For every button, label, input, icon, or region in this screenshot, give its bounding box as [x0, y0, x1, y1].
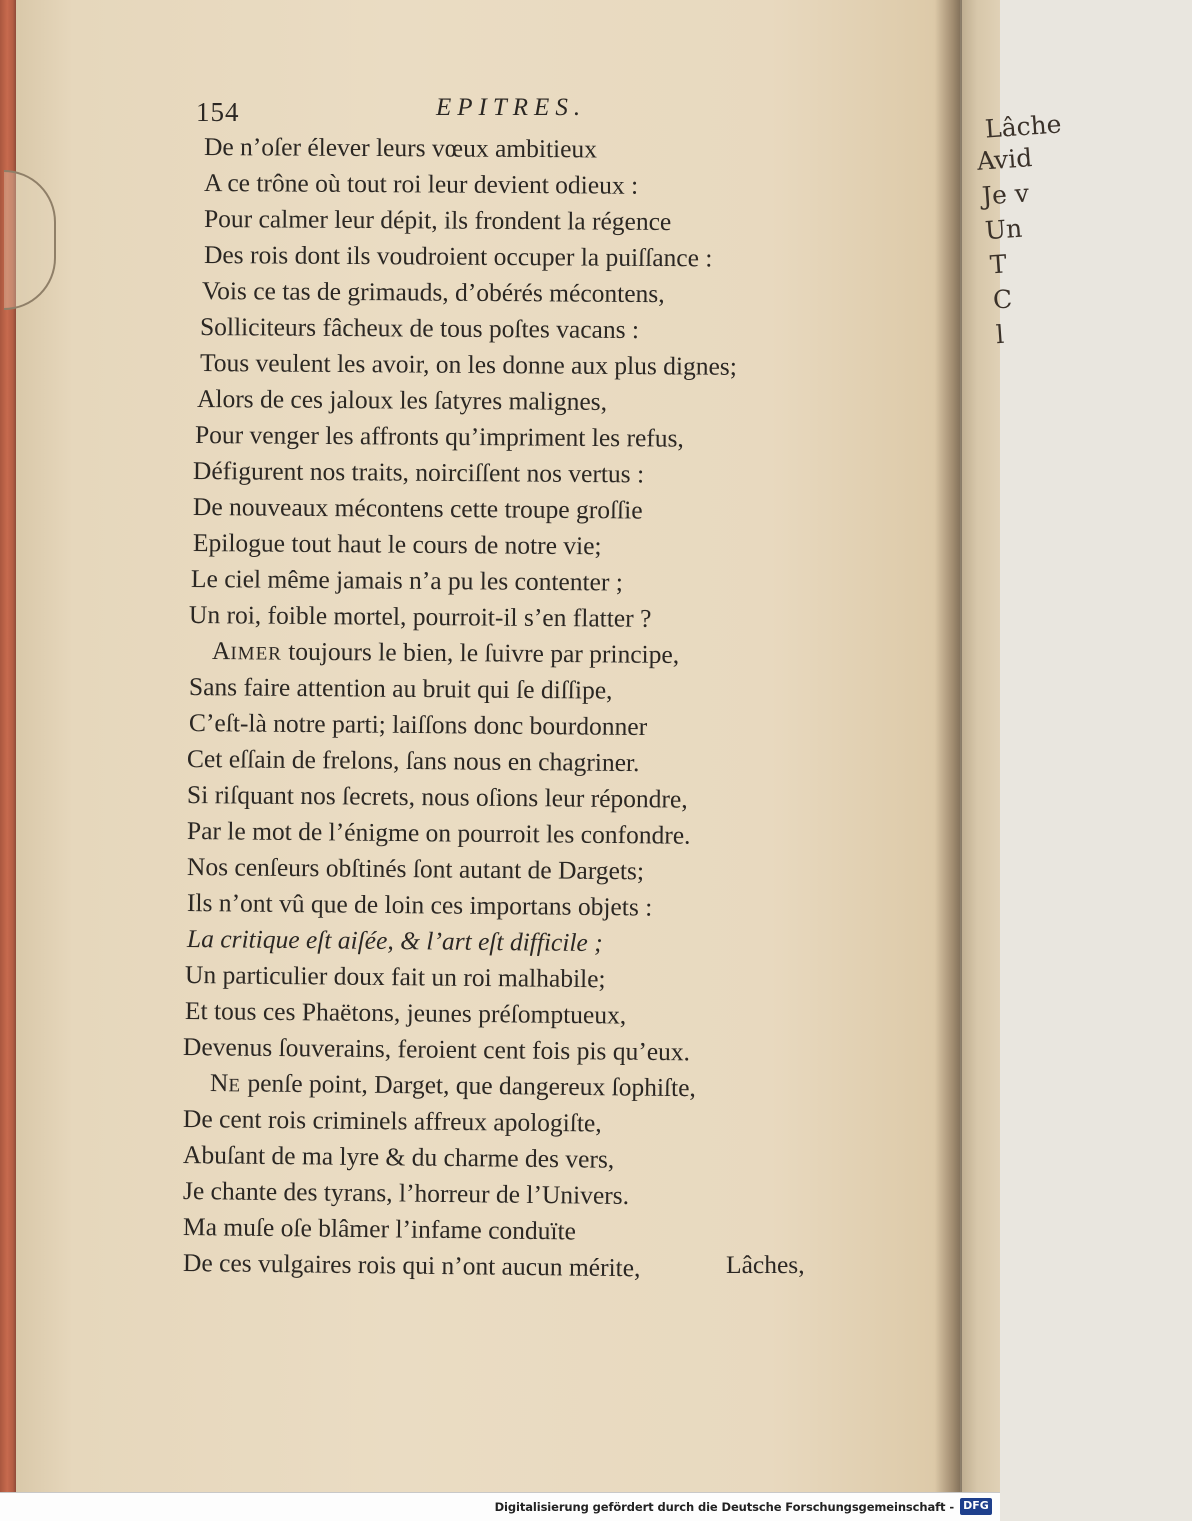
verse-line: Un particulier doux fait un roi malhabile; [184, 960, 606, 994]
verse-line: De n’oſer élever leurs vœux ambitieux [203, 132, 598, 164]
dfg-logo-text: DFG [963, 1499, 989, 1512]
verse-line: Un roi, foible mortel, pourroit-il s’en flatter ? [188, 600, 652, 633]
verse-line: Si riſquant nos ſecrets, nous oſions leur répondre, [186, 780, 688, 814]
verse-line: Pour calmer leur dépit, ils frondent la régence [203, 204, 672, 237]
dfg-logo-icon [960, 1498, 992, 1515]
verse-line: Solliciteurs fâcheux de tous poſtes vacans : [199, 312, 640, 345]
adjacent-page-fragment: Un [984, 213, 1024, 246]
adjacent-page-fragment: Avid [976, 143, 1034, 176]
verse-line: Abuſant de ma lyre & du charme des vers, [182, 1140, 615, 1174]
verse-line: Ils n’ont vû que de loin ces importans objets : [186, 888, 653, 922]
verse-line: Je chante des tyrans, l’horreur de l’Univers. [182, 1176, 630, 1210]
verse-line: Tous veulent les avoir, on les donne aux plus dignes; [199, 348, 737, 381]
verse-line: C’eſt-là notre parti; laiſſons donc bourdonner [188, 708, 648, 742]
adjacent-page-fragment: Lâche [984, 109, 1063, 144]
adjacent-page-fragment: Je v [981, 178, 1030, 211]
verse-line: NE penſe point, Darget, que dangereux ſophiſte, [209, 1068, 697, 1103]
verse-line: Cet eſſain de frelons, ſans nous en chagriner. [186, 744, 640, 778]
adjacent-page-fragment: C [992, 284, 1014, 315]
verse-line: A ce trône où tout roi leur devient odieux : [203, 168, 639, 200]
verse-line: Epilogue tout haut le cours de notre vie; [192, 528, 602, 561]
footer-credit: Digitalisierung gefördert durch die Deutsche Forschungsgemeinschaft - [494, 1500, 954, 1514]
verse-line: Le ciel même jamais n’a pu les contenter ; [190, 564, 624, 597]
adjacent-page-fragment: l [994, 319, 1006, 350]
verse-line: Défigurent nos traits, noirciſſent nos vertus : [192, 456, 645, 489]
verse-line: De cent rois criminels affreux apologiſte, [182, 1104, 602, 1138]
verse-line: De ces vulgaires rois qui n’ont aucun mérite, [182, 1248, 641, 1283]
page-number: 154 [196, 97, 240, 127]
catchword: Lâches, [726, 1250, 805, 1279]
verse-line: Des rois dont ils voudroient occuper la puiſſance : [203, 240, 713, 273]
adjacent-page-fragment: T [989, 249, 1008, 280]
verse-line: Alors de ces jaloux les ſatyres malignes, [196, 384, 608, 417]
verse-line: AIMER toujours le bien, le ſuivre par principe, [211, 636, 680, 669]
verse-line: Nos cenſeurs obſtinés ſont autant de Dargets; [186, 852, 645, 886]
verse-line: Ma muſe oſe blâmer l’infame conduïte [182, 1212, 577, 1246]
verse-line: Par le mot de l’énigme on pourroit les confondre. [186, 816, 691, 850]
verse-line: La critique eſt aiſée, & l’art eſt difficile ; [186, 924, 603, 958]
verse-line: De nouveaux mécontens cette troupe groſſie [192, 492, 643, 525]
verse-line: Devenus ſouverains, feroient cent fois pis qu’eux. [182, 1032, 691, 1067]
verse-line: Et tous ces Phaëtons, jeunes préſomptueux, [184, 996, 627, 1030]
verse-line: Vois ce tas de grimauds, d’obérés mécontens, [201, 276, 665, 309]
footer-bar [0, 1492, 1000, 1521]
running-head: EPITRES. [436, 94, 587, 121]
verse-line: Pour venger les affronts qu’impriment les refus, [194, 420, 684, 453]
verse-line: Sans faire attention au bruit qui ſe diſſipe, [188, 672, 613, 705]
